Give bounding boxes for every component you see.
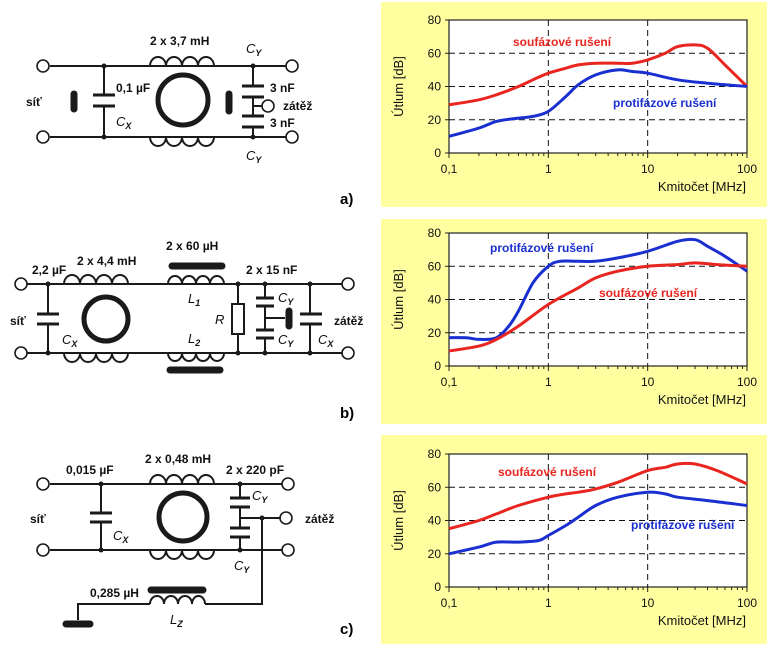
- panel-letter-c: c): [340, 621, 354, 638]
- series-label: protifázové rušení: [631, 518, 735, 532]
- circuit-b-l-value: 2 x 60 µH: [166, 239, 219, 253]
- circuit-c-cy-value: 2 x 220 pF: [226, 463, 285, 477]
- x-tick-label: 0,1: [440, 375, 458, 389]
- series-label: soufázové rušení: [498, 465, 597, 479]
- circuit-c-terminal: [282, 544, 294, 556]
- circuit-c-source-label: síť: [30, 512, 46, 526]
- y-tick-label: 80: [427, 226, 441, 240]
- circuit-c-terminal: [37, 544, 49, 556]
- circuit-b-cx-left-label: $C_X$: [62, 332, 78, 349]
- y-tick-label: 60: [427, 259, 441, 274]
- series-label: soufázové rušení: [599, 286, 698, 300]
- y-tick-label: 40: [427, 513, 441, 528]
- y-tick-label: 80: [427, 13, 441, 27]
- y-tick-label: 20: [427, 325, 441, 340]
- circuit-c-terminal: [37, 478, 49, 490]
- y-tick-label: 0: [434, 359, 441, 373]
- y-tick-label: 0: [434, 146, 441, 160]
- x-tick-label: 1: [544, 596, 552, 610]
- circuit-b-l2-label: $L_2$: [188, 331, 201, 348]
- y-axis-title: Útlum [dB]: [391, 56, 406, 117]
- x-axis-title: Kmitočet [MHz]: [657, 392, 746, 407]
- chart-c: [381, 435, 767, 644]
- circuit-a-cx-value: 0,1 µF: [116, 81, 151, 95]
- y-tick-label: 40: [427, 292, 441, 307]
- circuit-b-load-label: zátěž: [334, 314, 364, 328]
- y-axis-title: Útlum [dB]: [391, 269, 406, 330]
- x-tick-label: 1: [544, 375, 552, 389]
- circuit-a-terminal: [37, 60, 49, 72]
- circuit-a-cx: [93, 95, 115, 106]
- circuit-a-cy-value-top: 3 nF: [270, 81, 295, 95]
- circuit-b-toroid-core: [84, 297, 128, 341]
- circuit-b-cx-right-label: $C_X$: [318, 332, 334, 349]
- circuit-c-cy-bottom-label: $C_Y$: [234, 558, 250, 575]
- x-tick-label: 0,1: [440, 162, 458, 176]
- x-tick-label: 100: [736, 375, 758, 389]
- panel-letter-a: a): [340, 191, 354, 208]
- circuit-c-terminal: [282, 478, 294, 490]
- circuit-b-coil-l2: [168, 353, 224, 361]
- circuit-a-cy-value-bottom: 3 nF: [270, 116, 295, 130]
- circuit-b-cx-right: [300, 314, 322, 324]
- chart-b: [381, 219, 767, 424]
- circuit-a-source-label: síť: [26, 95, 42, 109]
- circuit-c-toroid-core: [159, 493, 207, 541]
- circuit-b-coil-l1: [168, 276, 224, 284]
- x-axis-title: Kmitočet [MHz]: [657, 613, 746, 628]
- circuit-a-coil-top: [150, 57, 214, 66]
- y-tick-label: 40: [427, 79, 441, 94]
- circuit-b-terminal: [15, 278, 27, 290]
- circuit-b-source-label: síť: [10, 314, 26, 328]
- x-tick-label: 0,1: [440, 596, 458, 610]
- circuit-b-l1-label: $L_1$: [188, 291, 201, 308]
- circuit-b-terminal: [342, 278, 354, 290]
- circuit-b-cx-left: [37, 314, 59, 324]
- circuit-b-resistor: [232, 304, 244, 334]
- series-label: protifázové rušení: [490, 241, 594, 255]
- circuit-b-cy-bottom-label: $C_Y$: [278, 332, 294, 349]
- circuit-c-coil-lz: [150, 596, 205, 604]
- circuit-b-coil-top: [64, 275, 128, 284]
- circuit-a-cy-top-label: $C_Y$: [246, 41, 262, 58]
- circuit-c-cx: [90, 513, 112, 522]
- circuit-a-cy-bottom-label: $C_Y$: [246, 148, 262, 165]
- series-label: soufázové rušení: [513, 35, 612, 49]
- circuit-b-terminal: [342, 347, 354, 359]
- circuit-a-terminal: [262, 100, 274, 112]
- circuit-c-terminal: [280, 512, 292, 524]
- circuit-a-cx-label: $C_X$: [116, 114, 132, 131]
- chart-a: [381, 2, 767, 207]
- x-tick-label: 100: [736, 596, 758, 610]
- circuit-c: [30, 452, 353, 638]
- y-tick-label: 80: [427, 447, 441, 461]
- circuit-c-load-label: zátěž: [305, 512, 335, 526]
- x-tick-label: 10: [640, 162, 655, 176]
- x-axis-title: Kmitočet [MHz]: [657, 179, 746, 194]
- circuit-a-coil-bottom: [150, 137, 214, 146]
- circuit-a-terminal: [37, 131, 49, 143]
- panel-letter-b: b): [340, 405, 355, 422]
- circuit-b-r-label: R: [215, 312, 225, 327]
- y-tick-label: 60: [427, 480, 441, 495]
- circuit-b-inductor-label: 2 x 4,4 mH: [77, 254, 137, 268]
- circuit-c-lz-value: 0,285 µH: [90, 586, 139, 600]
- y-tick-label: 20: [427, 112, 441, 127]
- circuit-c-inductor-label: 2 x 0,48 mH: [145, 452, 212, 466]
- series-label: protifázové rušení: [613, 96, 717, 110]
- circuit-a-toroid-core: [158, 75, 208, 125]
- circuit-a-load-label: zátěž: [283, 99, 313, 113]
- circuit-a-inductor-label: 2 x 3,7 mH: [150, 34, 210, 48]
- circuit-b-coil-bottom: [64, 353, 128, 362]
- circuit-c-coil-bottom: [150, 550, 214, 559]
- y-axis-title: Útlum [dB]: [391, 490, 406, 551]
- circuit-b-cy-top-label: $C_Y$: [278, 290, 294, 307]
- circuit-c-lz-label: $L_Z$: [170, 612, 183, 629]
- circuit-b-terminal: [15, 347, 27, 359]
- x-tick-label: 10: [640, 375, 655, 389]
- circuit-c-cx-label: $C_X$: [113, 528, 129, 545]
- circuit-b-cx-value: 2,2 µF: [32, 263, 67, 277]
- circuit-c-cy-top-label: $C_Y$: [252, 488, 268, 505]
- x-tick-label: 1: [544, 162, 552, 176]
- y-tick-label: 20: [427, 546, 441, 561]
- circuit-c-cx-value: 0,015 µF: [66, 463, 114, 477]
- y-tick-label: 0: [434, 580, 441, 594]
- circuit-a-terminal: [286, 131, 298, 143]
- circuit-b: [10, 239, 363, 422]
- circuit-a: [26, 34, 353, 208]
- y-tick-label: 60: [427, 46, 441, 61]
- circuit-c-coil-top: [150, 475, 214, 484]
- x-tick-label: 100: [736, 162, 758, 176]
- circuit-a-terminal: [286, 60, 298, 72]
- x-tick-label: 10: [640, 596, 655, 610]
- circuit-b-cy-value: 2 x 15 nF: [246, 263, 298, 277]
